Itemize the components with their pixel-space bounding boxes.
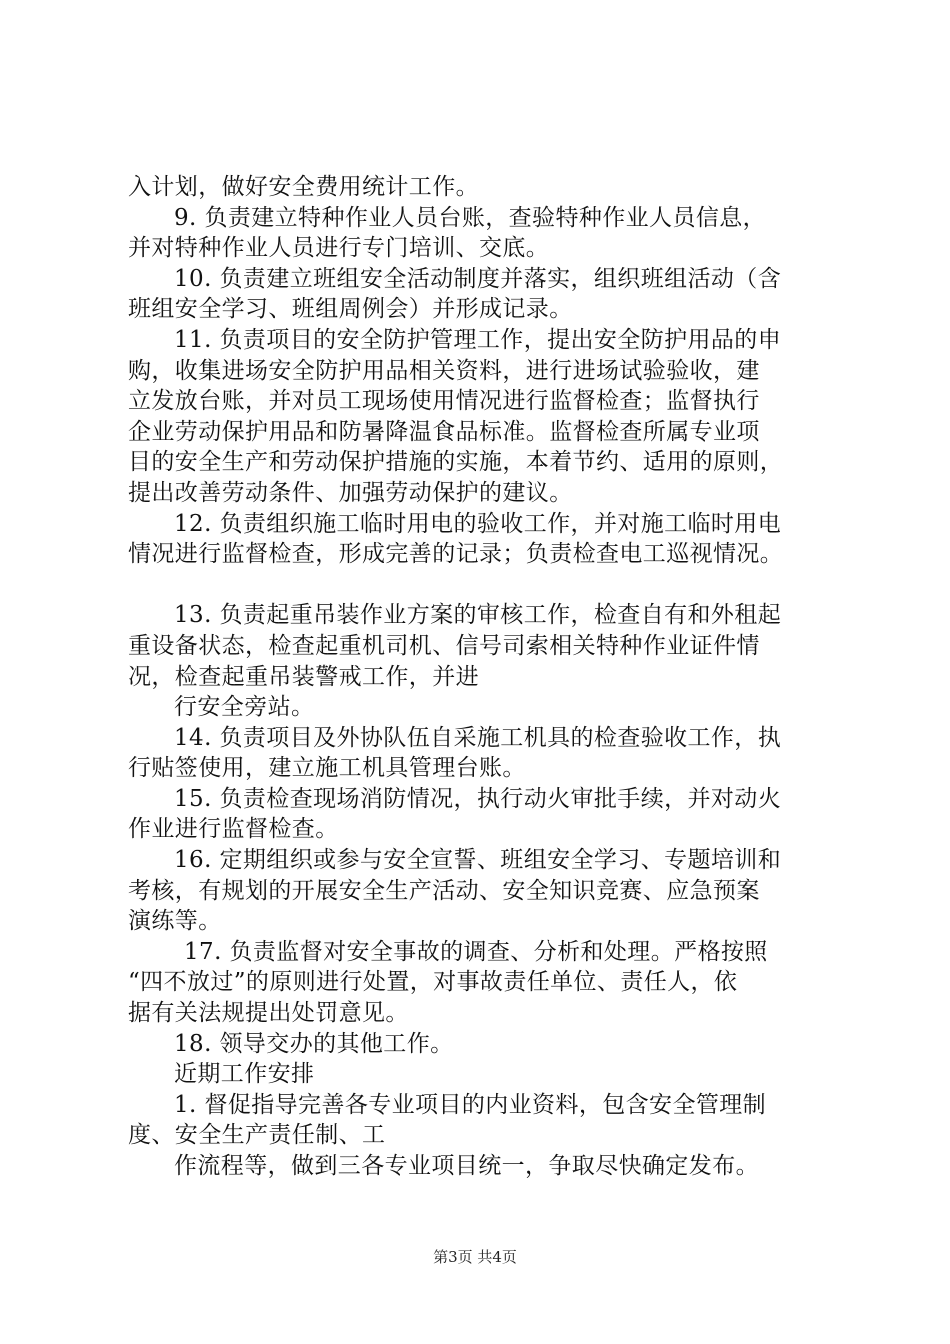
item-18-line: 18. 领导交办的其他工作。: [174, 1030, 454, 1057]
section-heading: 近期工作安排: [174, 1061, 315, 1088]
text-line: 并对特种作业人员进行专门培训、交底。: [128, 235, 550, 262]
text-line: 行贴签使用，建立施工机具管理台账。: [128, 755, 526, 782]
text-line: 度、安全生产责任制、工: [128, 1122, 386, 1149]
text-line: 考核，有规划的开展安全生产活动、安全知识竞赛、应急预案: [128, 877, 760, 904]
text-line: 作业进行监督检查。: [128, 816, 339, 843]
text-line: 目的安全生产和劳动保护措施的实施，本着节约、适用的原则，: [128, 449, 784, 476]
text-line: 情况进行监督检查，形成完善的记录；负责检查电工巡视情况。: [128, 541, 784, 568]
page-number-footer: 第3页 共4页: [433, 1248, 517, 1266]
document-body: [128, 172, 848, 1182]
plan-item-1-line: 1. 督促指导完善各专业项目的内业资料，包含安全管理制: [174, 1091, 767, 1118]
text-line: 重设备状态，检查起重机司机、信号司索相关特种作业证件情: [128, 632, 760, 659]
text-line: 作流程等，做到三各专业项目统一，争取尽快确定发布。: [174, 1153, 759, 1179]
item-9-line: 9. 负责建立特种作业人员台账，查验特种作业人员信息，: [174, 204, 767, 231]
item-17-line: 17. 负责监督对安全事故的调查、分析和处理。严格按照: [184, 938, 768, 965]
text-line: 班组安全学习、班组周例会）并形成记录。: [128, 296, 573, 323]
item-14-line: 14. 负责项目及外协队伍自采施工机具的检查验收工作，执: [174, 724, 782, 751]
text-line: “四不放过”的原则进行处置，对事故责任单位、责任人，依: [128, 969, 738, 996]
text-line: 况，检查起重吊装警戒工作，并进: [128, 663, 479, 690]
text-line: 据有关法规提出处罚意见。: [128, 1000, 409, 1027]
item-11-line: 11. 负责项目的安全防护管理工作，提出安全防护用品的申: [174, 326, 782, 353]
item-12-line: 12. 负责组织施工临时用电的验收工作，并对施工临时用电: [174, 510, 782, 537]
item-16-line: 16. 定期组织或参与安全宣誓、班组安全学习、专题培训和: [174, 847, 782, 874]
text-line: 入计划，做好安全费用统计工作。: [128, 174, 479, 200]
item-10-line: 10. 负责建立班组安全活动制度并落实，组织班组活动（含: [174, 265, 782, 292]
text-line: 立发放台账，并对员工现场使用情况进行监督检查；监督执行: [128, 388, 760, 415]
text-line: 企业劳动保护用品和防暑降温食品标准。监督检查所属专业项: [128, 418, 760, 445]
text-line: 演练等。: [128, 908, 222, 935]
text-line: 购，收集进场安全防护用品相关资料，进行进场试验验收，建: [128, 357, 760, 384]
item-13-line: 13. 负责起重吊装作业方案的审核工作，检查自有和外租起: [174, 602, 782, 629]
item-15-line: 15. 负责检查现场消防情况，执行动火审批手续，并对动火: [174, 785, 782, 812]
blank-line: [128, 570, 848, 601]
text-line: 提出改善劳动条件、加强劳动保护的建议。: [128, 479, 573, 506]
text-line: 行安全旁站。: [174, 694, 315, 721]
